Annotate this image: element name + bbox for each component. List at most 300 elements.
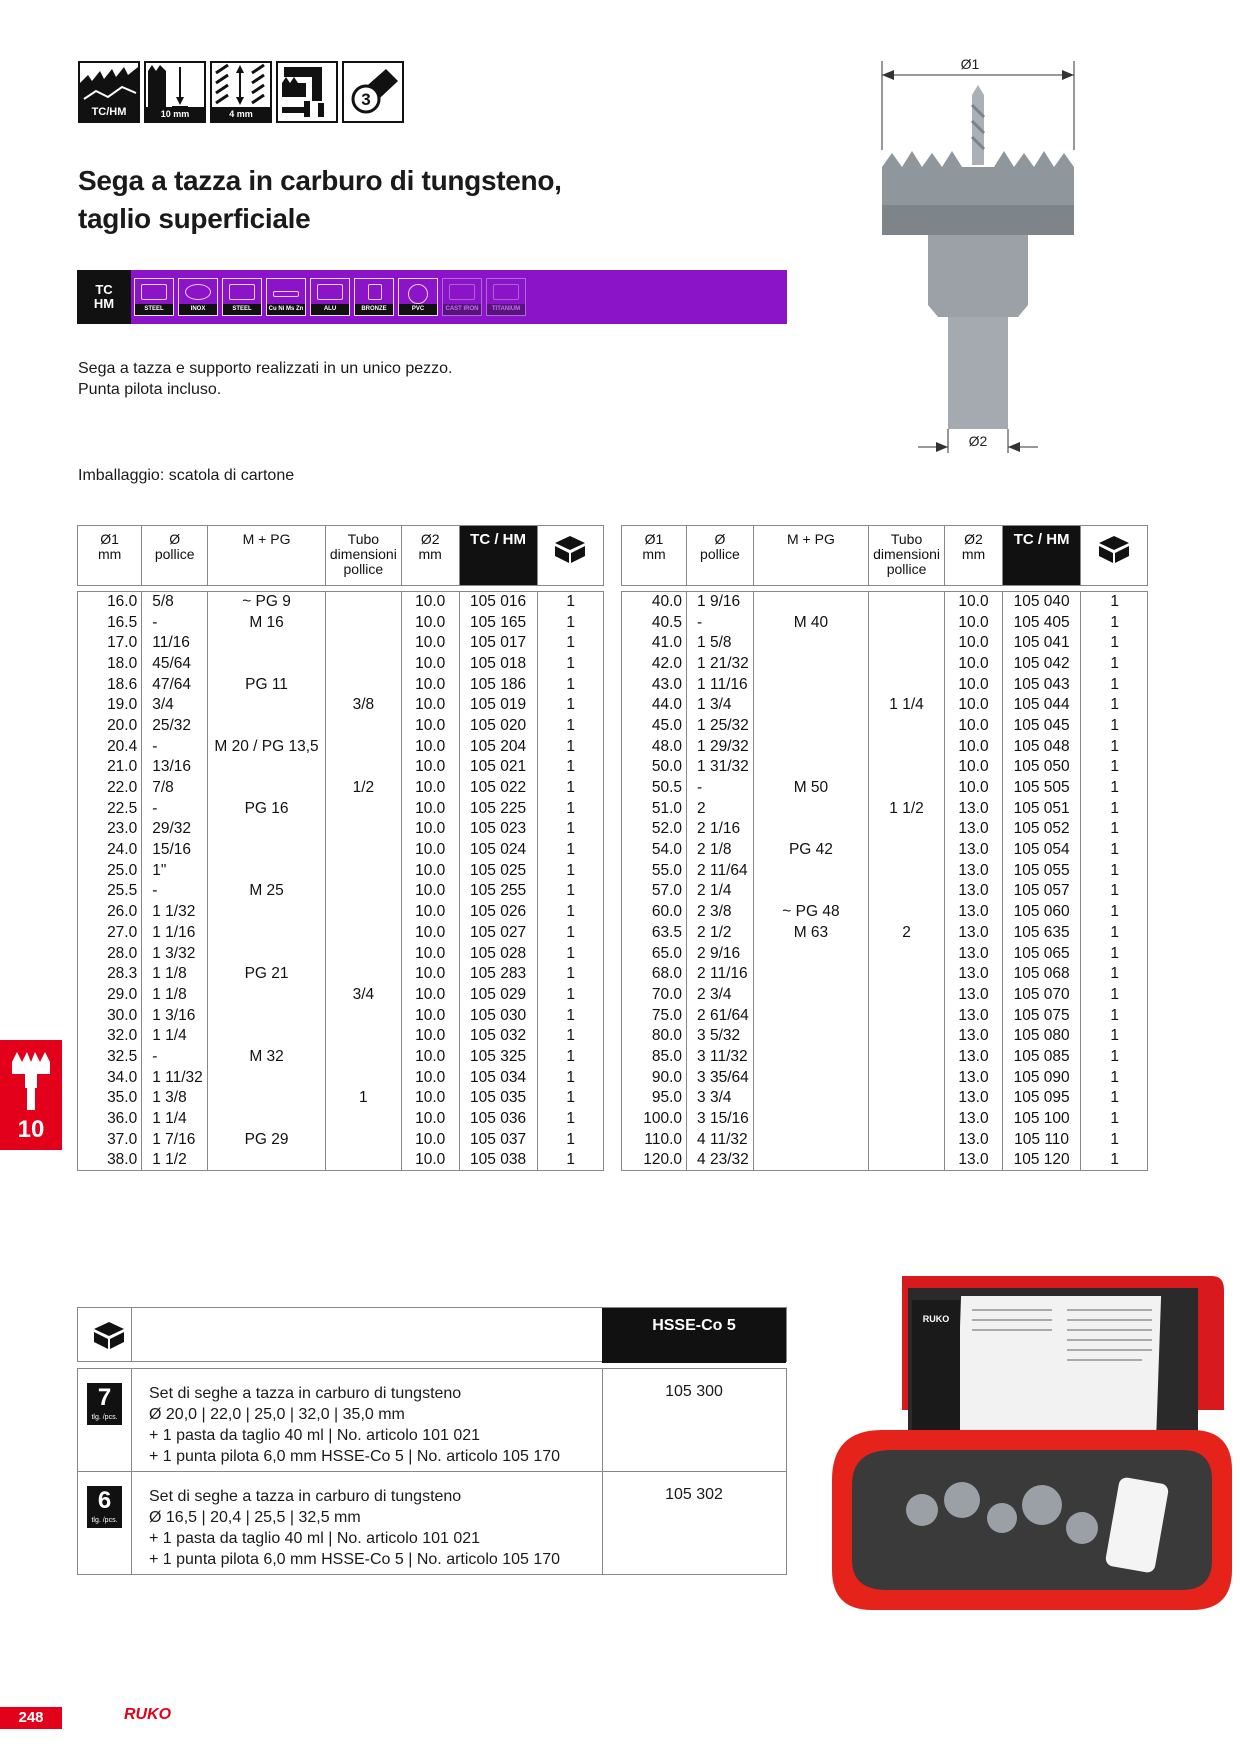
table-cell: 10.0: [401, 881, 459, 902]
table-cell: 80.0: [622, 1026, 687, 1047]
table-cell: 1: [537, 943, 603, 964]
table-cell: 13.0: [945, 881, 1003, 902]
table-cell: 10.0: [945, 633, 1003, 654]
table-cell: 85.0: [622, 1047, 687, 1068]
table-cell: 10.0: [401, 757, 459, 778]
table-cell: 105 120: [1002, 1150, 1080, 1171]
table-cell: 13.0: [945, 840, 1003, 861]
table-cell: [753, 716, 868, 737]
table-cell: 105 051: [1002, 798, 1080, 819]
brand-logo: RUKO: [124, 1706, 172, 1723]
kit-description: Set di seghe a tazza in carburo di tungsteno Ø 16,5 | 20,4 | 25,5 | 32,5 mm + 1 pasta da taglio 40 ml | No. articolo 101 021 + 1 punta pilota 6,0 mm HSSE-Co 5 | No. articolo 105 170: [149, 1488, 561, 1568]
table-cell: [208, 633, 326, 654]
table-cell: 13.0: [945, 964, 1003, 985]
table-cell: 13.0: [945, 923, 1003, 944]
table-cell: [325, 1047, 401, 1068]
table-cell: [753, 964, 868, 985]
table-row: [78, 592, 604, 613]
table-cell: 38.0: [78, 1150, 142, 1171]
table-cell: 1 21/32: [687, 654, 754, 675]
table-cell: -: [687, 612, 754, 633]
table-cell: ~ PG 9: [208, 592, 326, 613]
table-cell: [869, 1067, 945, 1088]
d2-label: Ø2: [968, 433, 988, 449]
table-row: [622, 1047, 1148, 1068]
table-cell: 13/16: [142, 757, 208, 778]
table-cell: 105 017: [459, 633, 537, 654]
table-row: [622, 778, 1148, 799]
table-row: [78, 964, 604, 985]
table-cell: 1: [537, 736, 603, 757]
table-cell: [208, 757, 326, 778]
header-tc-hm: TC / HM: [459, 526, 537, 586]
table-cell: 10.0: [401, 1150, 459, 1171]
table-cell: [753, 1047, 868, 1068]
table-cell: 105 036: [459, 1109, 537, 1130]
table-cell: [753, 1088, 868, 1109]
material-aluminium-icon: ALU: [310, 278, 350, 316]
three-flat-shank-icon: [342, 61, 404, 123]
table-cell: 110.0: [622, 1129, 687, 1150]
table-cell: 105 070: [1002, 985, 1080, 1006]
table-cell: 75.0: [622, 1005, 687, 1026]
table-cell: [325, 1150, 401, 1171]
table-cell: 13.0: [945, 1047, 1003, 1068]
table-row: [78, 674, 604, 695]
table-cell: 1 29/32: [687, 736, 754, 757]
table-cell: 1: [1081, 985, 1148, 1006]
table-cell: 24.0: [78, 840, 142, 861]
spec-table-right: [621, 525, 1148, 1171]
table-cell: 10.0: [401, 736, 459, 757]
table-cell: 1: [1081, 716, 1148, 737]
table-cell: [753, 1026, 868, 1047]
table-cell: PG 42: [753, 840, 868, 861]
table-cell: 95.0: [622, 1088, 687, 1109]
table-cell: 18.6: [78, 674, 142, 695]
table-cell: 1: [1081, 736, 1148, 757]
table-cell: 105 045: [1002, 716, 1080, 737]
table-cell: 1/2: [325, 778, 401, 799]
table-cell: 1: [1081, 964, 1148, 985]
table-cell: 1 1/2: [142, 1150, 208, 1171]
material-bronze-icon: BRONZE: [354, 278, 394, 316]
table-cell: [869, 1150, 945, 1171]
table-row: [78, 716, 604, 737]
table-cell: [869, 819, 945, 840]
table-row: [622, 716, 1148, 737]
table-row: [78, 1005, 604, 1026]
table-cell: 105 018: [459, 654, 537, 675]
table-cell: 1: [537, 674, 603, 695]
table-cell: 10.0: [945, 612, 1003, 633]
table-cell: 120.0: [622, 1150, 687, 1171]
table-cell: 1: [537, 798, 603, 819]
table-cell: [208, 943, 326, 964]
table-cell: [208, 860, 326, 881]
table-cell: 10.0: [401, 985, 459, 1006]
page-number: 248: [0, 1707, 62, 1729]
table-cell: 10.0: [401, 716, 459, 737]
table-cell: 1": [142, 860, 208, 881]
table-row: [78, 1088, 604, 1109]
table-cell: 68.0: [622, 964, 687, 985]
table-cell: 20.4: [78, 736, 142, 757]
table-cell: 2 11/16: [687, 964, 754, 985]
table-cell: 20.0: [78, 716, 142, 737]
table-cell: [208, 1088, 326, 1109]
table-cell: 105 095: [1002, 1088, 1080, 1109]
table-cell: 3/4: [325, 985, 401, 1006]
table-row: [78, 778, 604, 799]
table-cell: 43.0: [622, 674, 687, 695]
table-cell: 25.0: [78, 860, 142, 881]
table-cell: 1: [537, 1109, 603, 1130]
table-cell: 105 028: [459, 943, 537, 964]
table-row: [78, 1150, 604, 1171]
table-cell: 105 026: [459, 902, 537, 923]
table-cell: [325, 1026, 401, 1047]
table-cell: 2 9/16: [687, 943, 754, 964]
table-cell: 37.0: [78, 1129, 142, 1150]
table-cell: 105 090: [1002, 1067, 1080, 1088]
pieces-badge: 7 tlg. /pcs.: [87, 1383, 122, 1425]
table-cell: 105 110: [1002, 1129, 1080, 1150]
table-cell: 1: [1081, 1088, 1148, 1109]
table-cell: M 50: [753, 778, 868, 799]
table-cell: 3 35/64: [687, 1067, 754, 1088]
table-cell: 105 022: [459, 778, 537, 799]
table-row: [622, 757, 1148, 778]
description: Sega a tazza e supporto realizzati in un unico pezzo. Punta pilota incluso.: [78, 360, 453, 398]
table-cell: PG 21: [208, 964, 326, 985]
header-d2: Ø2 mm: [945, 526, 1003, 586]
table-row: [78, 1129, 604, 1150]
table-cell: 2 1/2: [687, 923, 754, 944]
table-cell: 1: [1081, 798, 1148, 819]
table-cell: -: [687, 778, 754, 799]
table-cell: [869, 1129, 945, 1150]
table-cell: [753, 1005, 868, 1026]
table-cell: [753, 943, 868, 964]
table-cell: 13.0: [945, 985, 1003, 1006]
kit-description: Set di seghe a tazza in carburo di tungsteno Ø 20,0 | 22,0 | 25,0 | 32,0 | 35,0 mm + 1 pasta da taglio 40 ml | No. articolo 101 021 + 1 punta pilota 6,0 mm HSSE-Co 5 | No. articolo 105 170: [149, 1385, 561, 1465]
table-cell: [753, 1067, 868, 1088]
table-cell: 105 505: [1002, 778, 1080, 799]
table-cell: PG 11: [208, 674, 326, 695]
kit-row: [77, 1368, 787, 1472]
table-cell: [208, 985, 326, 1006]
table-cell: [869, 943, 945, 964]
hole-saw-icon: [12, 1048, 50, 1110]
material-cast-iron-icon: CAST IRON: [442, 278, 482, 316]
table-row: [622, 1067, 1148, 1088]
table-cell: PG 29: [208, 1129, 326, 1150]
table-cell: 4 23/32: [687, 1150, 754, 1171]
table-cell: 1 3/16: [142, 1005, 208, 1026]
table-cell: 1: [1081, 1150, 1148, 1171]
table-row: [622, 633, 1148, 654]
table-cell: M 40: [753, 612, 868, 633]
table-cell: 2: [687, 798, 754, 819]
table-cell: [869, 736, 945, 757]
table-cell: 10.0: [401, 778, 459, 799]
table-cell: 3 5/32: [687, 1026, 754, 1047]
table-cell: 29.0: [78, 985, 142, 1006]
table-cell: [325, 716, 401, 737]
table-cell: 13.0: [945, 943, 1003, 964]
header-m-pg: M + PG: [753, 526, 868, 586]
table-cell: 45/64: [142, 654, 208, 675]
table-row: [622, 985, 1148, 1006]
table-cell: 45.0: [622, 716, 687, 737]
table-cell: [753, 592, 868, 613]
table-cell: -: [142, 1047, 208, 1068]
table-cell: 105 038: [459, 1150, 537, 1171]
table-row: [622, 1005, 1148, 1026]
header-d1: Ø1 mm: [622, 526, 687, 586]
table-cell: [869, 840, 945, 861]
table-cell: [325, 860, 401, 881]
table-cell: [869, 633, 945, 654]
table-cell: 105 027: [459, 923, 537, 944]
table-row: [622, 943, 1148, 964]
table-cell: 1: [1081, 1047, 1148, 1068]
table-cell: 2: [869, 923, 945, 944]
table-cell: 10.0: [401, 695, 459, 716]
table-cell: 13.0: [945, 860, 1003, 881]
table-cell: 2 61/64: [687, 1005, 754, 1026]
table-row: [622, 798, 1148, 819]
table-cell: 105 050: [1002, 757, 1080, 778]
table-cell: 1: [537, 1129, 603, 1150]
table-cell: 105 054: [1002, 840, 1080, 861]
table-cell: 10.0: [401, 633, 459, 654]
table-cell: 1: [537, 654, 603, 675]
material-pvc-icon: PVC: [398, 278, 438, 316]
table-cell: [208, 923, 326, 944]
table-cell: [869, 1026, 945, 1047]
table-cell: [325, 736, 401, 757]
table-row: [622, 860, 1148, 881]
table-cell: 17.0: [78, 633, 142, 654]
table-cell: 105 100: [1002, 1109, 1080, 1130]
table-row: [78, 798, 604, 819]
table-cell: 42.0: [622, 654, 687, 675]
table-cell: -: [142, 612, 208, 633]
table-cell: [753, 1109, 868, 1130]
table-cell: 105 085: [1002, 1047, 1080, 1068]
table-row: [78, 757, 604, 778]
table-cell: 25.5: [78, 881, 142, 902]
table-cell: 105 041: [1002, 633, 1080, 654]
title-line-2: taglio superficiale: [78, 203, 311, 234]
table-cell: 105 043: [1002, 674, 1080, 695]
table-cell: [869, 860, 945, 881]
kit-row: [77, 1471, 787, 1575]
box-icon: [92, 1320, 126, 1355]
table-cell: 22.5: [78, 798, 142, 819]
table-cell: 16.5: [78, 612, 142, 633]
svg-text:3: 3: [361, 90, 371, 109]
table-cell: [208, 654, 326, 675]
table-row: [78, 633, 604, 654]
table-cell: 22.0: [78, 778, 142, 799]
table-cell: 23.0: [78, 819, 142, 840]
table-cell: 7/8: [142, 778, 208, 799]
table-cell: 90.0: [622, 1067, 687, 1088]
table-row: [622, 923, 1148, 944]
table-cell: 16.0: [78, 592, 142, 613]
table-cell: 105 075: [1002, 1005, 1080, 1026]
table-cell: 13.0: [945, 1129, 1003, 1150]
table-cell: [753, 633, 868, 654]
table-cell: 1: [537, 1067, 603, 1088]
table-cell: 1: [1081, 902, 1148, 923]
table-cell: [869, 1005, 945, 1026]
material-thickness-icon: 4 mm: [210, 61, 272, 123]
table-cell: 70.0: [622, 985, 687, 1006]
table-cell: 3 11/32: [687, 1047, 754, 1068]
table-cell: [208, 1109, 326, 1130]
table-cell: 105 037: [459, 1129, 537, 1150]
table-cell: 13.0: [945, 798, 1003, 819]
table-cell: 3 3/4: [687, 1088, 754, 1109]
table-cell: 1: [1081, 778, 1148, 799]
table-row: [78, 943, 604, 964]
table-cell: 105 029: [459, 985, 537, 1006]
table-cell: [869, 674, 945, 695]
table-cell: [325, 819, 401, 840]
kit-case-image: [812, 1270, 1232, 1620]
table-cell: 52.0: [622, 819, 687, 840]
table-cell: [208, 1026, 326, 1047]
table-cell: 1: [537, 633, 603, 654]
table-cell: [325, 592, 401, 613]
table-cell: [208, 695, 326, 716]
table-row: [622, 881, 1148, 902]
kit-table-header: [77, 1307, 787, 1362]
table-cell: 105 042: [1002, 654, 1080, 675]
table-cell: [325, 840, 401, 861]
table-cell: 63.5: [622, 923, 687, 944]
material-steel-icon: STEEL: [222, 278, 262, 316]
table-row: [78, 819, 604, 840]
table-cell: 105 023: [459, 819, 537, 840]
table-cell: 10.0: [401, 1088, 459, 1109]
table-cell: 105 034: [459, 1067, 537, 1088]
table-cell: 10.0: [401, 860, 459, 881]
table-cell: 40.5: [622, 612, 687, 633]
table-cell: [325, 943, 401, 964]
table-cell: 57.0: [622, 881, 687, 902]
table-cell: 105 019: [459, 695, 537, 716]
table-cell: 105 048: [1002, 736, 1080, 757]
table-cell: 13.0: [945, 819, 1003, 840]
table-cell: 1: [1081, 1109, 1148, 1130]
table-cell: M 16: [208, 612, 326, 633]
kit-hsse-header: HSSE-Co 5: [602, 1308, 786, 1363]
table-cell: 105 025: [459, 860, 537, 881]
table-cell: [325, 1109, 401, 1130]
table-cell: [869, 778, 945, 799]
table-cell: 1: [1081, 1129, 1148, 1150]
table-cell: 10.0: [401, 943, 459, 964]
table-cell: 1: [1081, 612, 1148, 633]
table-cell: 1: [537, 1047, 603, 1068]
header-d2: Ø2 mm: [401, 526, 459, 586]
table-cell: M 20 / PG 13,5: [208, 736, 326, 757]
table-cell: [869, 592, 945, 613]
table-cell: 105 030: [459, 1005, 537, 1026]
table-cell: [869, 612, 945, 633]
table-cell: [325, 902, 401, 923]
table-row: [78, 902, 604, 923]
table-cell: [208, 902, 326, 923]
table-cell: 1: [537, 612, 603, 633]
table-cell: [753, 819, 868, 840]
table-cell: [208, 1005, 326, 1026]
table-cell: 1 1/8: [142, 985, 208, 1006]
header-tube: Tubo dimensioni pollice: [869, 526, 945, 586]
table-cell: 2 11/64: [687, 860, 754, 881]
table-cell: 13.0: [945, 1005, 1003, 1026]
table-cell: 1 3/8: [142, 1088, 208, 1109]
table-cell: 105 024: [459, 840, 537, 861]
title-line-1: Sega a tazza in carburo di tungsteno,: [78, 165, 562, 196]
table-cell: 1: [1081, 923, 1148, 944]
table-cell: [753, 985, 868, 1006]
table-cell: 105 035: [459, 1088, 537, 1109]
table-cell: 1: [537, 923, 603, 944]
table-cell: [325, 612, 401, 633]
pieces-badge: 6 tlg. /pcs.: [87, 1486, 122, 1528]
table-cell: 1 1/4: [142, 1109, 208, 1130]
material-inox-icon: INOX: [178, 278, 218, 316]
table-cell: 10.0: [401, 819, 459, 840]
table-cell: 34.0: [78, 1067, 142, 1088]
table-cell: 10.0: [401, 1129, 459, 1150]
table-row: [622, 1109, 1148, 1130]
table-cell: M 32: [208, 1047, 326, 1068]
table-cell: 105 021: [459, 757, 537, 778]
table-cell: [869, 985, 945, 1006]
table-cell: 32.5: [78, 1047, 142, 1068]
table-cell: 1: [1081, 881, 1148, 902]
table-cell: 1: [537, 1150, 603, 1171]
table-cell: 1: [537, 985, 603, 1006]
table-cell: 1: [1081, 674, 1148, 695]
table-cell: 105 060: [1002, 902, 1080, 923]
table-cell: 65.0: [622, 943, 687, 964]
header-inch: Ø pollice: [142, 526, 208, 586]
table-row: [78, 654, 604, 675]
table-cell: 1: [537, 881, 603, 902]
table-cell: [753, 654, 868, 675]
table-cell: 1 11/16: [687, 674, 754, 695]
table-cell: [869, 716, 945, 737]
table-cell: 105 080: [1002, 1026, 1080, 1047]
table-cell: [325, 633, 401, 654]
table-cell: 51.0: [622, 798, 687, 819]
tc-hm-saw-icon: TC/HM: [78, 61, 140, 123]
table-cell: 1 3/4: [687, 695, 754, 716]
table-cell: -: [142, 798, 208, 819]
page-title: [78, 162, 562, 238]
table-row: [622, 592, 1148, 613]
header-tc-hm: TC / HM: [1002, 526, 1080, 586]
table-cell: 1: [537, 1026, 603, 1047]
